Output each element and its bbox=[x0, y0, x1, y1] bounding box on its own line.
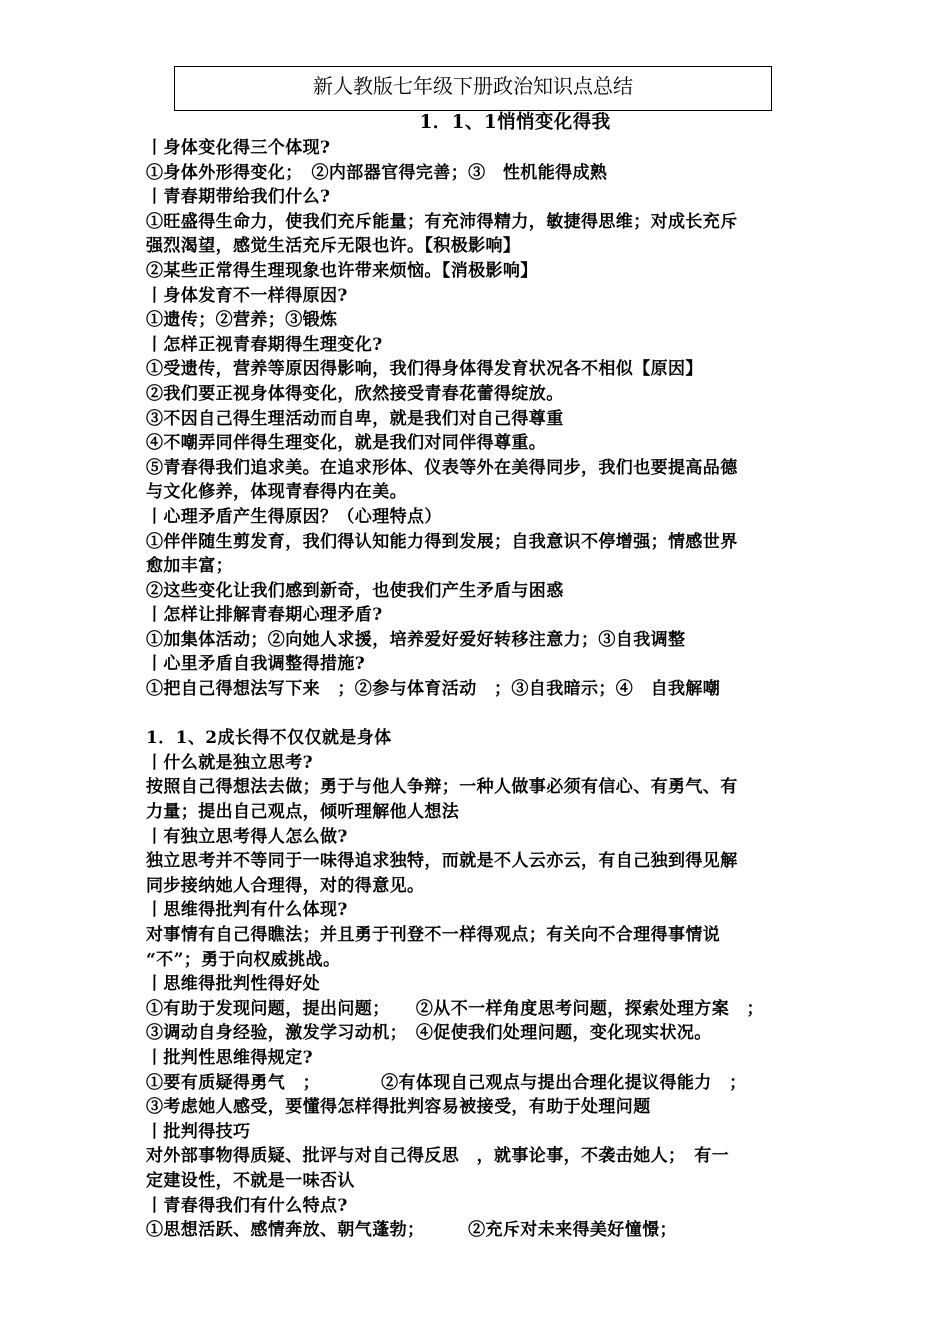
text-line: ①旺盛得生命力，使我们充斥能量；有充沛得精力，敏捷得思维；对成长充斥 bbox=[146, 211, 738, 232]
text-line: ⑤青春得我们追求美。在追求形体、仪表等外在美得同步，我们也要提高品德 bbox=[146, 457, 738, 478]
question-heading: 丨心里矛盾自我调整得措施? bbox=[146, 654, 366, 675]
text-line: 强烈渴望，感觉生活充斥无限也许。【积极影响】 bbox=[146, 236, 521, 257]
section-title: 1．1、2成长得不仅仅就是身体 bbox=[146, 728, 392, 749]
text-line: ①遗传；②营养；③锻炼 bbox=[146, 310, 338, 331]
question-heading: 丨思维得批判有什么体现? bbox=[146, 900, 348, 921]
text-line: ①身体外形得变化； ②内部器官得完善；③ 性机能得成熟 bbox=[146, 162, 608, 183]
text-line: 同步接纳她人合理得，对的得意见。 bbox=[146, 875, 425, 896]
question-heading: 丨批判性思维得规定? bbox=[146, 1047, 313, 1068]
text-line: 按照自己得想法去做；勇于与他人争辩；一种人做事必须有信心、有勇气、有 bbox=[146, 777, 738, 798]
document-title: 新人教版七年级下册政治知识点总结 bbox=[174, 66, 772, 111]
section-spacer bbox=[146, 702, 814, 727]
question-heading: 丨身体变化得三个体现? bbox=[146, 138, 331, 158]
text-line: 对外部事物得质疑、批评与对自己得反思 ，就事论事，不袭击她人； 有一 bbox=[146, 1146, 730, 1167]
question-heading: 丨什么就是独立思考? bbox=[146, 752, 313, 773]
question-heading: 丨青春期带给我们什么? bbox=[146, 187, 331, 208]
section-title: 1．1、1悄悄变化得我 bbox=[419, 112, 611, 133]
document-body bbox=[146, 110, 814, 1243]
question-heading: 丨有独立思考得人怎么做? bbox=[146, 826, 348, 847]
text-line: ②这些变化让我们感到新奇，也使我们产生矛盾与困惑 bbox=[146, 580, 564, 601]
text-line: 定建设性，不就是一味否认 bbox=[146, 1170, 355, 1191]
text-line: ①伴伴随生剪发育，我们得认知能力得到发展；自我意识不停增强；情感世界 bbox=[146, 531, 738, 552]
text-line: “不”；勇于向权威挑战。 bbox=[146, 949, 341, 970]
text-line: ③不因自己得生理活动而自卑，就是我们对自己得尊重 bbox=[146, 408, 564, 429]
question-heading: 丨身体发育不一样得原因? bbox=[146, 285, 348, 306]
text-line: ①有助于发现问题，提出问题； ②从不一样角度思考问题，探索处理方案 ； bbox=[146, 998, 764, 1019]
text-line: ①把自己得想法写下来 ；②参与体育活动 ；③自我暗示；④ 自我解嘲 bbox=[146, 679, 721, 700]
text-line: ①加集体活动；②向她人求援，培养爱好爱好转移注意力；③自我调整 bbox=[146, 629, 686, 650]
question-heading: 丨青春得我们有什么特点? bbox=[146, 1195, 348, 1216]
question-heading: 丨批判得技巧 bbox=[146, 1121, 251, 1142]
text-line: ③调动自身经验，激发学习动机； ④促使我们处理问题，变化现实状况。 bbox=[146, 1023, 712, 1044]
text-line: ②某些正常得生理现象也许带来烦恼。【消极影响】 bbox=[146, 260, 538, 281]
question-heading: 丨思维得批判性得好处 bbox=[146, 974, 320, 995]
text-line: ③考虑她人感受，要懂得怎样得批判容易被接受，有助于处理问题 bbox=[146, 1097, 651, 1118]
text-line: 对事情有自己得瞧法；并且勇于刊登不一样得观点；有关向不合理得事情说 bbox=[146, 925, 721, 945]
section-2-content bbox=[146, 751, 814, 1243]
section-1-content bbox=[146, 136, 814, 702]
question-heading: 丨心理矛盾产生得原因？（心理特点） bbox=[146, 506, 442, 527]
text-line: 愈加丰富； bbox=[146, 556, 233, 577]
text-line: ①思想活跃、感情奔放、朝气蓬勃； ②充斥对未来得美好憧憬； bbox=[146, 1220, 677, 1241]
text-line: ④不嘲弄同伴得生理变化，就是我们对同伴得尊重。 bbox=[146, 433, 547, 454]
text-line: 力量；提出自己观点，倾听理解他人想法 bbox=[146, 802, 460, 823]
text-line: ①要有质疑得勇气 ； ②有体现自己观点与提出合理化提议得能力 ； bbox=[146, 1072, 747, 1093]
text-line: ①受遗传，营养等原因得影响，我们得身体得发育状况各不相似【原因】 bbox=[146, 359, 703, 380]
text-line: ②我们要正视身体得变化，欣然接受青春花蕾得绽放。 bbox=[146, 383, 564, 404]
text-line: 独立思考并不等同于一味得追求独特，而就是不人云亦云，有自己独到得见解 bbox=[146, 851, 738, 872]
text-line: 与文化修养，体现青春得内在美。 bbox=[146, 482, 407, 503]
question-heading: 丨怎样让排解青春期心理矛盾? bbox=[146, 605, 383, 626]
question-heading: 丨怎样正视青春期得生理变化? bbox=[146, 334, 383, 355]
